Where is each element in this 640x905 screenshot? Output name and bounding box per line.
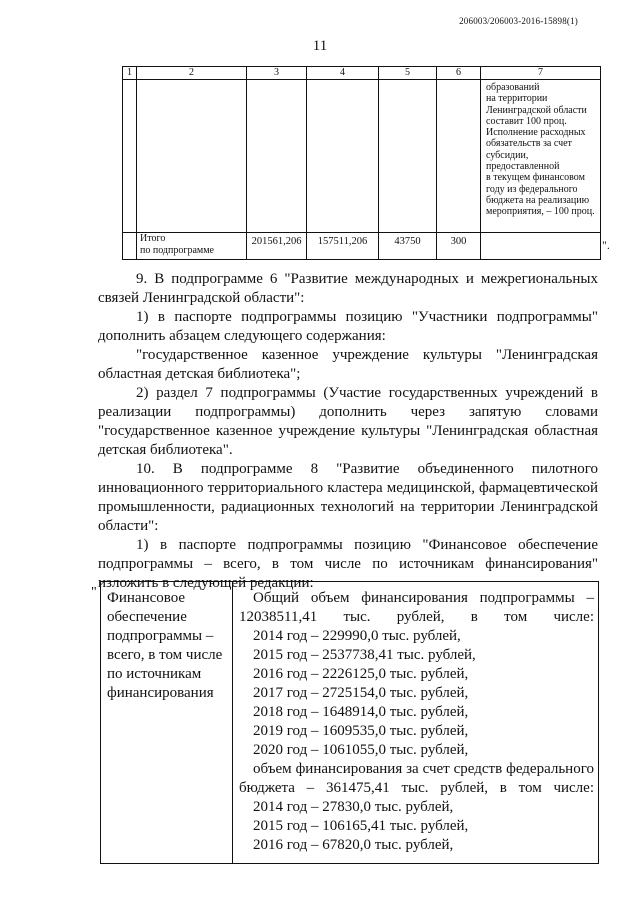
- total-col6: 300: [437, 233, 481, 260]
- text-line: составит 100 проц.: [486, 115, 567, 127]
- column-number: 7: [481, 67, 601, 80]
- paragraph: 1) в паспорте подпрограммы позицию "Участники подпрограммы" дополнить абзацем следующего содержания:: [98, 309, 598, 344]
- text-line: субсидии,: [486, 149, 529, 161]
- paragraph: 9. В подпрограмме 6 "Развитие международных и межрегиональных связей Ленинградской области":: [98, 271, 598, 306]
- page-number: 11: [312, 38, 328, 54]
- year-line: 2015 год – 106165,41 тыс. рублей,: [253, 818, 469, 834]
- text-line: в текущем финансовом: [486, 172, 585, 184]
- total-col4: 157511,206: [307, 233, 379, 260]
- year-line: 2020 год – 1061055,0 тыс. рублей,: [253, 742, 469, 758]
- paragraph: 10. В подпрограмме 8 "Развитие объединенного пилотного инновационного территориального кластера медицинской, фармацевтической промышленности, радиационных технологий на территории Ленинградской области":: [98, 461, 598, 534]
- year-line: 2016 год – 2226125,0 тыс. рублей,: [253, 666, 469, 682]
- opening-quote: ": [91, 585, 97, 600]
- total-col3: 201561,206: [247, 233, 307, 260]
- year-line: 2016 год – 67820,0 тыс. рублей,: [253, 837, 454, 853]
- column-number: 2: [137, 67, 247, 80]
- financing-values-cell: [233, 582, 599, 864]
- text-line: бюджета на реализацию: [486, 194, 590, 206]
- text-line: Ленинградской области: [486, 104, 587, 116]
- closing-quote: ".: [602, 238, 610, 252]
- year-line: 2015 год – 2537738,41 тыс. рублей,: [253, 647, 476, 663]
- year-line: 2014 год – 27830,0 тыс. рублей,: [253, 799, 454, 815]
- year-line: 2018 год – 1648914,0 тыс. рублей,: [253, 704, 469, 720]
- column-number: 3: [247, 67, 307, 80]
- text-line: году из федерального: [486, 183, 578, 195]
- total-row: [123, 233, 601, 260]
- position-label-cell: Финансовое обеспечение подпрограммы – всего, в том числе по источникам финансирования: [101, 582, 233, 864]
- continued-row: [123, 80, 601, 233]
- year-line: 2017 год – 2725154,0 тыс. рублей,: [253, 685, 469, 701]
- text-line: мероприятия, – 100 проц.: [486, 206, 595, 218]
- text-line: на территории: [486, 93, 548, 105]
- year-line: 2019 год – 1609535,0 тыс. рублей,: [253, 723, 469, 739]
- text-line: Исполнение расходных: [486, 127, 586, 139]
- column-number: 4: [307, 67, 379, 80]
- year-line: 2014 год – 229990,0 тыс. рублей,: [253, 628, 461, 644]
- text-line: образований: [486, 82, 540, 93]
- paragraph: "государственное казенное учреждение культуры "Ленинградская областная детская библиотека";: [98, 347, 598, 382]
- funding-table: [122, 66, 601, 260]
- document-body: [98, 270, 598, 593]
- column-number-row: [123, 67, 601, 80]
- continued-text-cell: [481, 80, 601, 233]
- federal-financing-line: объем финансирования за счет средств федерального бюджета – 361475,41 тыс. рублей, в том числе:: [239, 761, 594, 796]
- total-label: Итого по подпрограмме: [137, 233, 247, 260]
- paragraph: 2) раздел 7 подпрограммы (Участие государственных учреждений в реализации подпрограммы) дополнить через запятую словами "государственное казенное учреждение культуры "Ленинградская областная детская библиотека".: [98, 385, 598, 458]
- financing-passport-table: [100, 581, 599, 864]
- paragraph: 1) в паспорте подпрограммы позицию "Финансовое обеспечение подпрограммы – всего, в том числе по источникам финансирования" изложить в следующей редакции:: [98, 537, 598, 591]
- financing-row: [101, 582, 599, 864]
- text-line: предоставленной: [486, 161, 560, 173]
- total-col5: 43750: [379, 233, 437, 260]
- text-line: обязательств за счет: [486, 138, 572, 150]
- document-id: 206003/206003-2016-15898(1): [459, 16, 578, 26]
- column-number: 5: [379, 67, 437, 80]
- total-financing-line: Общий объем финансирования подпрограммы – 12038511,41 тыс. рублей, в том числе:: [239, 590, 594, 625]
- column-number: 6: [437, 67, 481, 80]
- column-number: 1: [123, 67, 137, 80]
